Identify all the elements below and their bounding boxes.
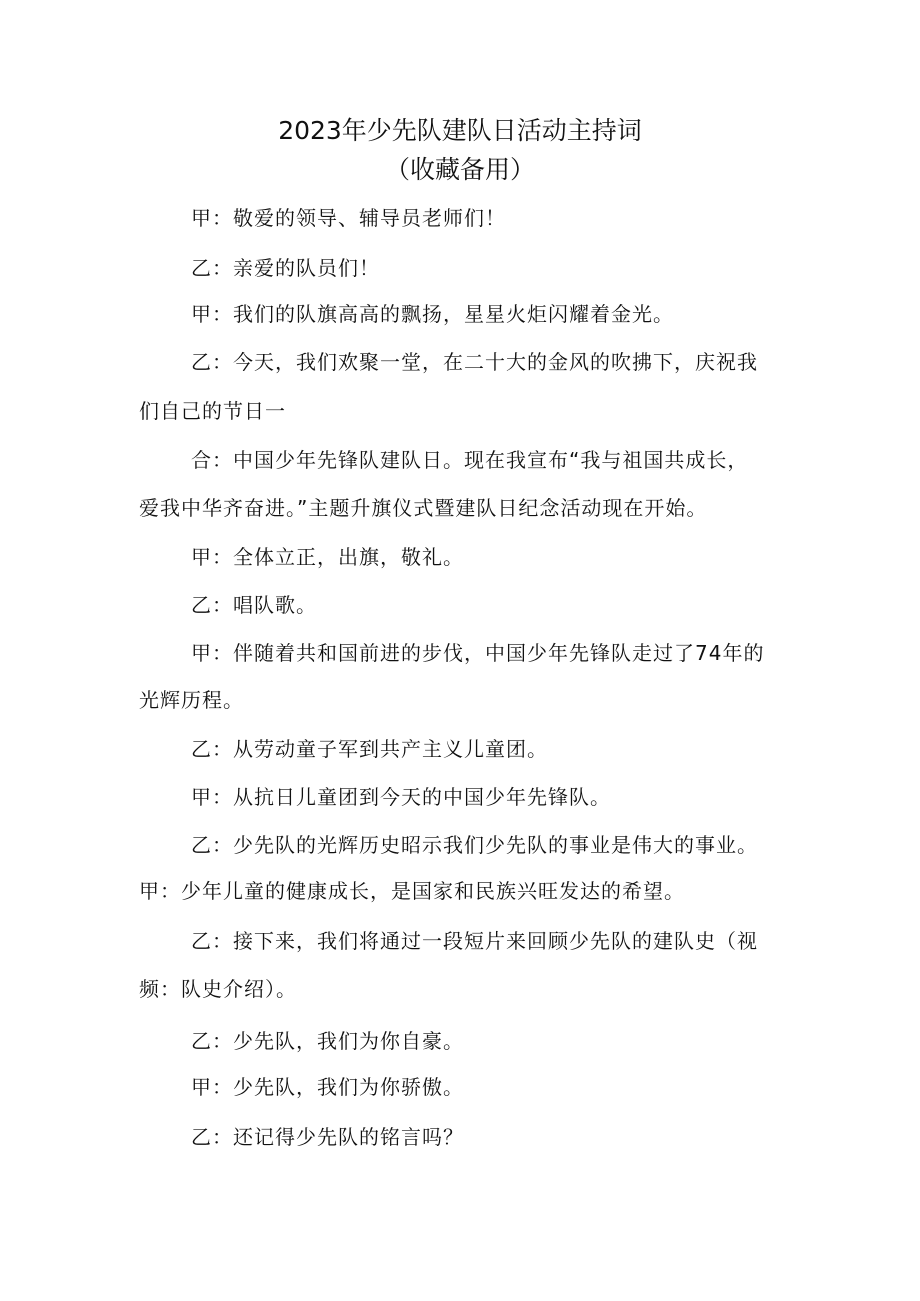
dialogue-line-continuation: 光辉历程。 xyxy=(139,688,244,712)
dialogue-line: 乙：少先队的光辉历史昭示我们少先队的事业是伟大的事业。 xyxy=(191,833,758,857)
dialogue-line: 甲：我们的队旗高高的飘扬，星星火炬闪耀着金光。 xyxy=(191,302,674,326)
dialogue-line: 甲：敬爱的领导、辅导员老师们！ xyxy=(191,206,506,230)
dialogue-line: 乙：亲爱的队员们！ xyxy=(191,256,380,280)
dialogue-line-continuation: 频：队史介绍）。 xyxy=(139,977,297,1001)
dialogue-line: 乙：还记得少先队的铭言吗？ xyxy=(191,1125,464,1149)
document-subtitle: （收藏备用） xyxy=(384,155,535,184)
dialogue-line: 乙：少先队，我们为你自豪。 xyxy=(191,1029,464,1053)
dialogue-line: 甲：伴随着共和国前进的步伐，中国少年先锋队走过了74年的 xyxy=(191,641,765,665)
dialogue-line: 甲：全体立正，出旗，敬礼。 xyxy=(191,545,464,569)
dialogue-line: 乙：接下来，我们将通过一段短片来回顾少先队的建队史（视 xyxy=(191,929,758,953)
dialogue-line: 乙：唱队歌。 xyxy=(191,593,317,617)
dialogue-line: 甲：少年儿童的健康成长，是国家和民族兴旺发达的希望。 xyxy=(139,879,685,903)
dialogue-line: 甲：少先队，我们为你骄傲。 xyxy=(191,1075,464,1099)
dialogue-line: 甲：从抗日儿童团到今天的中国少年先锋队。 xyxy=(191,785,611,809)
dialogue-line: 乙：从劳动童子军到共产主义儿童团。 xyxy=(191,737,548,761)
dialogue-line-continuation: 们自己的节日一 xyxy=(139,399,286,423)
document-title: 2023年少先队建队日活动主持词 xyxy=(278,116,642,145)
dialogue-line: 乙：今天，我们欢聚一堂，在二十大的金风的吹拂下，庆祝我 xyxy=(191,350,758,374)
dialogue-line: 合：中国少年先锋队建队日。现在我宣布“我与祖国共成长， xyxy=(191,448,749,472)
dialogue-line-continuation: 爱我中华齐奋进。”主题升旗仪式暨建队日纪念活动现在开始。 xyxy=(139,496,708,520)
